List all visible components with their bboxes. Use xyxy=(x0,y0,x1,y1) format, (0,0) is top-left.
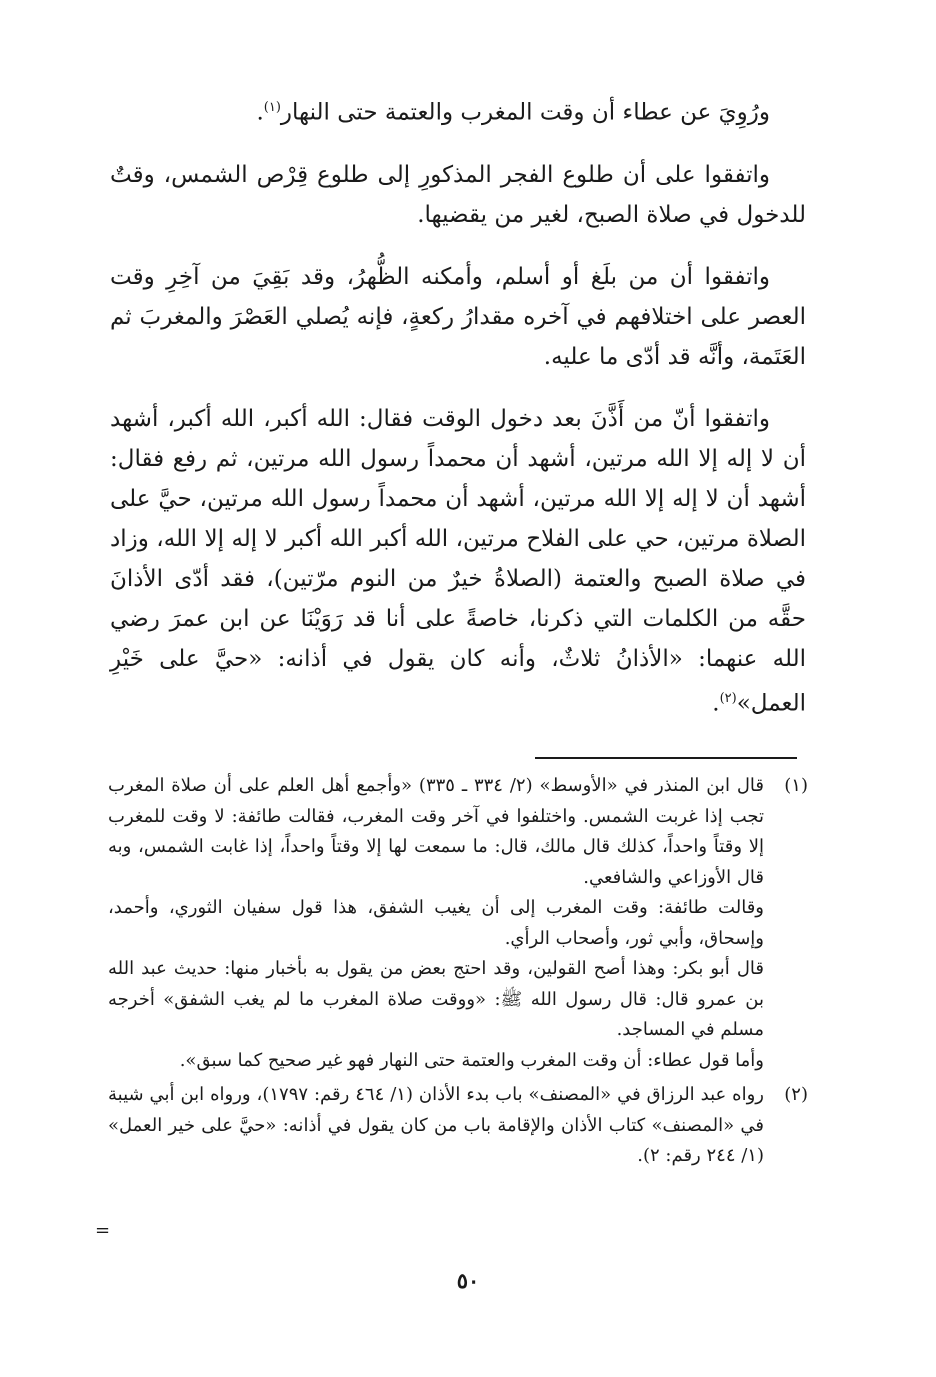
footnote-paragraph: وقالت طائفة: وقت المغرب إلى أن يغيب الشفق، هذا قول سفيان الثوري، وأحمد، وإسحاق، وأبي ثور، وأصحاب الرأي. xyxy=(108,897,764,949)
footnote-2 xyxy=(108,1080,808,1172)
paragraph-1-text: ورُوِيَ عن عطاء أن وقت المغرب والعتمة حتى النهار xyxy=(280,99,770,126)
paragraph-1-end: . xyxy=(256,99,264,126)
footnote-number: (١) xyxy=(784,775,808,796)
footnote-number: (٢) xyxy=(784,1084,808,1105)
footnote-1 xyxy=(108,771,808,1076)
paragraph-4-text: واتفقوا أنّ من أَذَّنَ بعد دخول الوقت فقال: الله أكبر، الله أكبر، أشهد أن لا إله إلا الله مرتين، أشهد أن محمداً رسول الله مرتين، ثم رفع فقال: أشهد أن لا إله إلا الله مرتين، أشهد أن محمداً رسول الله مرتين، حيَّ على الصلاة مرتين، حي على الفلاح مرتين، الله أكبر الله أكبر لا إله إلا الله، وزاد في صلاة الصبح والعتمة (الصلاةُ خيرٌ من النوم مرّتين)، فقد أدّى الأذانَ حقَّه من الكلمات التي ذكرنا، خاصةً على أنا قد رَوَيْنَا عن ابن عمرَ رضي الله عنهما: «الأذانُ ثلاثٌ، وأنه كان يقول في أذانه: «حيَّ على خَيْرِ العمل» xyxy=(110,405,806,717)
footnote-ref-1: (١) xyxy=(263,100,281,115)
footnote-body xyxy=(108,1080,764,1172)
paragraph-4 xyxy=(110,399,806,724)
footnotes xyxy=(108,771,808,1176)
footnote-paragraph: قال ابن المنذر في «الأوسط» (٢/ ٣٣٤ ـ ٣٣٥) «وأجمع أهل العلم على أن صلاة المغرب تجب إذا غربت الشمس. واختلفوا في آخر وقت المغرب، فقالت طائفة: لا وقت للمغرب إلا وقتاً واحداً، كذلك قال مالك، قال: ما سمعت لها إلا وقتاً واحداً، إذا غابت الشمس، وبه قال الأوزاعي والشافعي. xyxy=(108,775,765,888)
footnote-divider xyxy=(535,757,797,759)
footnote-paragraph: رواه عبد الرزاق في «المصنف» باب بدء الأذان (١/ ٤٦٤ رقم: ١٧٩٧)، ورواه ابن أبي شيبة في «المصنف» كتاب الأذان والإقامة باب من كان يقول في أذانه: «حيَّ على خير العمل» (١/ ٢٤٤ رقم: ٢). xyxy=(108,1084,764,1166)
continuation-mark: = xyxy=(95,1220,111,1241)
footnote-paragraph: وأما قول عطاء: أن وقت المغرب والعتمة حتى النهار فهو غير صحيح كما سبق». xyxy=(179,1049,764,1071)
main-text xyxy=(110,88,806,745)
paragraph-3: واتفقوا أن من بلَغ أو أسلم، وأمكنه الظُّهرُ، وقد بَقِيَ من آخِرِ وقت العصر على اختلافهم في آخره مقدارُ ركعةٍ، فإنه يُصلي العَصْرَ والمغربَ ثم العَتَمة، وأنَّه قد أدّى ما عليه. xyxy=(110,263,806,370)
paragraph-4-end: . xyxy=(712,690,720,717)
paragraph-1 xyxy=(110,88,806,133)
footnote-body xyxy=(108,771,764,1076)
page-number: ٥٠ xyxy=(456,1268,480,1293)
paragraph-2: واتفقوا على أن طلوع الفجر المذكورِ إلى طلوع قِرْص الشمس، وقتٌ للدخول في صلاة الصبح، لغير من يقضيها. xyxy=(110,161,806,228)
footnote-ref-2: (٢) xyxy=(719,690,737,706)
footnote-paragraph: قال أبو بكر: وهذا أصح القولين، وقد احتج بعض من يقول به بأخبار منها: حديث عبد الله بن عمرو قال: قال رسول الله ﷺ: «ووقت صلاة المغرب ما لم يغب الشفق» أخرجه مسلم في المساجد. xyxy=(108,958,764,1040)
